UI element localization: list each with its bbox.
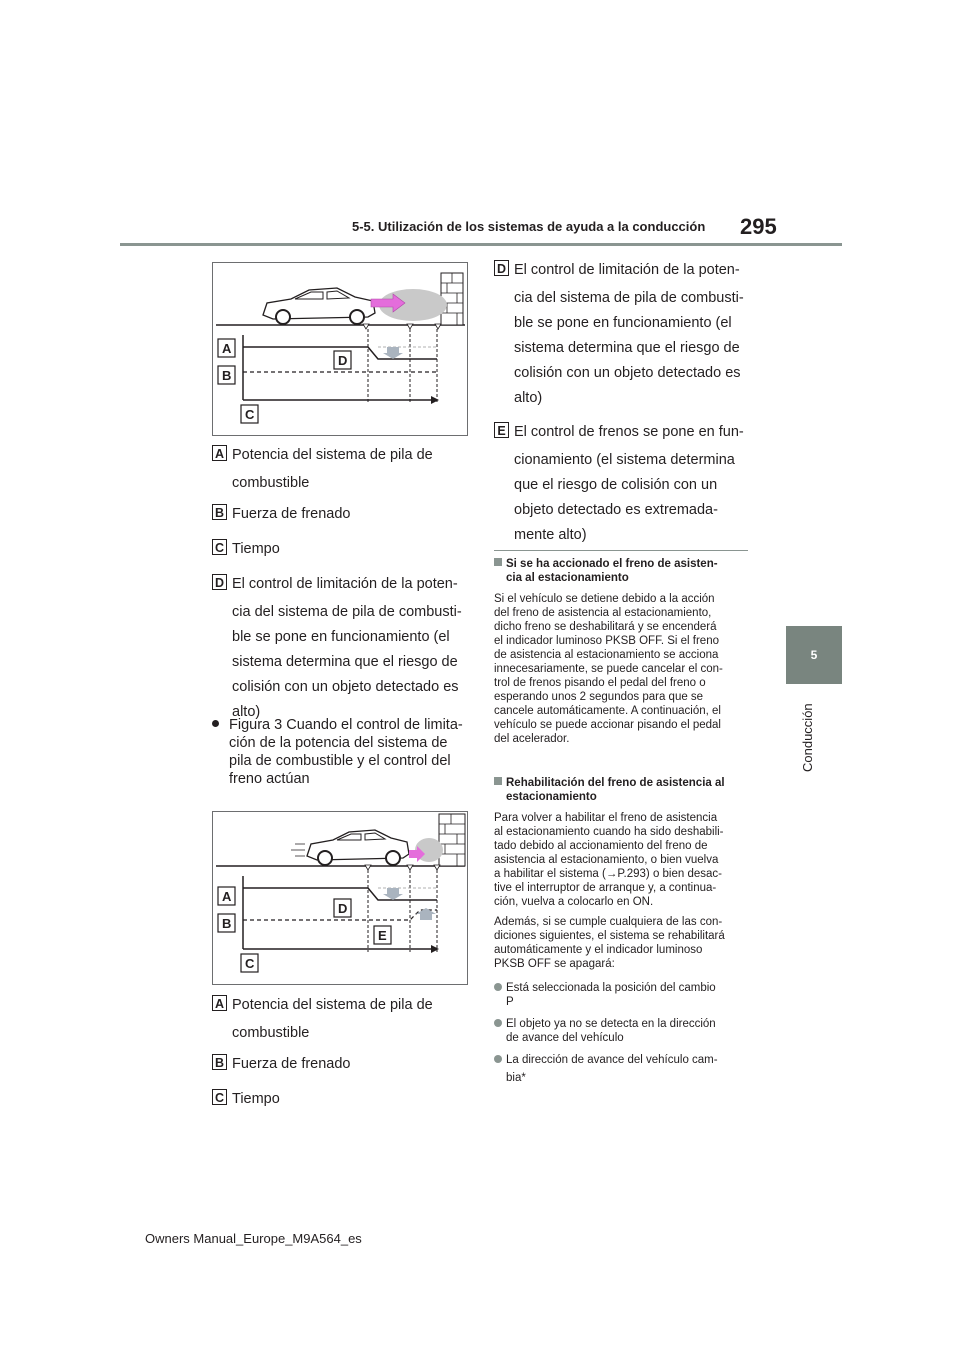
figure-1-diagram [213, 263, 467, 435]
condition-item: El objeto ya no se detecta en la dirección de avance del vehículo [494, 1017, 756, 1045]
chapter-tab[interactable] [786, 626, 842, 684]
legend-right-e: E El control de frenos se pone en fun- [494, 420, 764, 444]
legend-1-a: A Potencia del sistema de pila de [212, 443, 482, 467]
figure-1 [212, 262, 468, 436]
page-number: 295 [740, 214, 777, 239]
bullet-icon [494, 983, 502, 991]
page-reference-link[interactable]: a habilitar el sistema (→P.293) o bien desac- [494, 868, 722, 880]
label-a-badge: A [212, 995, 227, 1011]
condition-item: La dirección de avance del vehículo cam- bia* [494, 1053, 756, 1085]
condition-item: Está seleccionada la posición del cambio P [494, 981, 756, 1009]
svg-text:D: D [338, 901, 348, 916]
car-icon [291, 830, 409, 865]
section-rehabilitation: Rehabilitación del freno de asistencia al estacionamiento Para volver a habilitar el freno de asistencia al estacionamiento cuando ha sido deshabili- tado debido al accionamiento del freno de asistencia al estacionamiento, o bien vuelva a habilitar el sistema (→P.293) o bien desac- tive el interruptor de arranque y, a continua- ción, vuelva a colocarlo en ON. Además, si se cumple cualquiera de las con- diciones siguientes, el sistema se rehabilitará automáticamente y el indicador luminoso PKSB OFF se apagará: Está seleccionada la posición del cambio P El objeto ya no se detecta en la dirección de avance del vehículo La dirección de avance del vehículo cam- bia* [494, 776, 756, 1085]
label-e-badge: E [494, 422, 509, 438]
heading-square-icon [494, 558, 502, 566]
label-b-badge: B [212, 504, 227, 520]
heading-square-icon [494, 777, 502, 785]
label-c-badge: C [212, 1089, 227, 1105]
svg-text:A: A [222, 889, 232, 904]
legend-1: A Potencia del sistema de pila de combustible B Fuerza de frenado C Tiempo D El control de limitación de la poten- cia del sistema de pila de combusti- ble se pone en funcionamiento (el sistema determina que el riesgo de colisión con un objeto detectado es alto) [212, 443, 482, 724]
legend-2-b: B Fuerza de frenado [212, 1052, 482, 1076]
svg-text:E: E [378, 928, 387, 943]
figure-2 [212, 811, 468, 985]
down-arrow-icon [383, 347, 403, 359]
label-d-badge: D [212, 574, 227, 590]
bullet-icon [494, 1055, 502, 1063]
label-a-badge: A [212, 445, 227, 461]
svg-text:C: C [245, 956, 255, 971]
down-arrow-icon [383, 888, 403, 900]
chapter-number: 5 [810, 648, 818, 662]
bullet-icon [494, 1019, 502, 1027]
legend-1-b: B Fuerza de frenado [212, 502, 482, 526]
header-rule [120, 243, 842, 246]
wall-icon [439, 814, 465, 866]
svg-text:B: B [222, 916, 232, 931]
svg-text:B: B [222, 368, 232, 383]
legend-2-c: C Tiempo [212, 1087, 482, 1111]
section-divider [494, 550, 748, 551]
legend-2: A Potencia del sistema de pila de combustible B Fuerza de frenado C Tiempo [212, 993, 482, 1111]
svg-text:A: A [222, 341, 232, 356]
section-title: 5-5. Utilización de los sistemas de ayuda a la conducción [352, 219, 706, 234]
footer-doc-id: Owners Manual_Europe_M9A564_es [145, 1231, 362, 1246]
svg-text:D: D [338, 353, 348, 368]
legend-1-c: C Tiempo [212, 537, 482, 561]
legend-right: D El control de limitación de la poten- cia del sistema de pila de combusti- ble se pone en funcionamiento (el sistema determina que el riesgo de colisión con un objeto detectado es alto) E El control de frenos se pone en fun- cionamiento (el sistema determina que el riesgo de colisión con un objeto detectado es extremada- mente alto) [494, 258, 764, 547]
chapter-label: Conducción [800, 703, 815, 772]
legend-2-a: A Potencia del sistema de pila de [212, 993, 482, 1017]
figure-2-diagram [213, 812, 467, 984]
svg-text:C: C [245, 407, 255, 422]
section-parking-assist-activated: Si se ha accionado el freno de asisten- cia al estacionamiento Si el vehículo se detiene debido a la acción del freno de asistencia al estacionamiento, dicho freno se deshabilitará y se encenderá el indicador luminoso PKSB OFF. Si el freno de asistencia al estacionamiento se acciona innecesariamente, se puede cancelar el con- trol de frenos pisando el pedal del freno o esperando unos 2 segundos para que se cancele automáticamente. A continuación, el vehículo se puede accionar pisando el pedal del acelerador. [494, 558, 723, 745]
bullet-icon [212, 720, 219, 727]
car-icon [263, 288, 375, 324]
figure-3-bullet: Figura 3 Cuando el control de limita- ción de la potencia del sistema de pila de combustible y el control del freno actúan [212, 716, 472, 788]
label-d-badge: D [494, 260, 509, 276]
legend-right-d: D El control de limitación de la poten- [494, 258, 764, 282]
legend-1-d: D El control de limitación de la poten- [212, 572, 482, 596]
up-arrow-icon [416, 908, 436, 920]
label-c-badge: C [212, 539, 227, 555]
label-b-badge: B [212, 1054, 227, 1070]
